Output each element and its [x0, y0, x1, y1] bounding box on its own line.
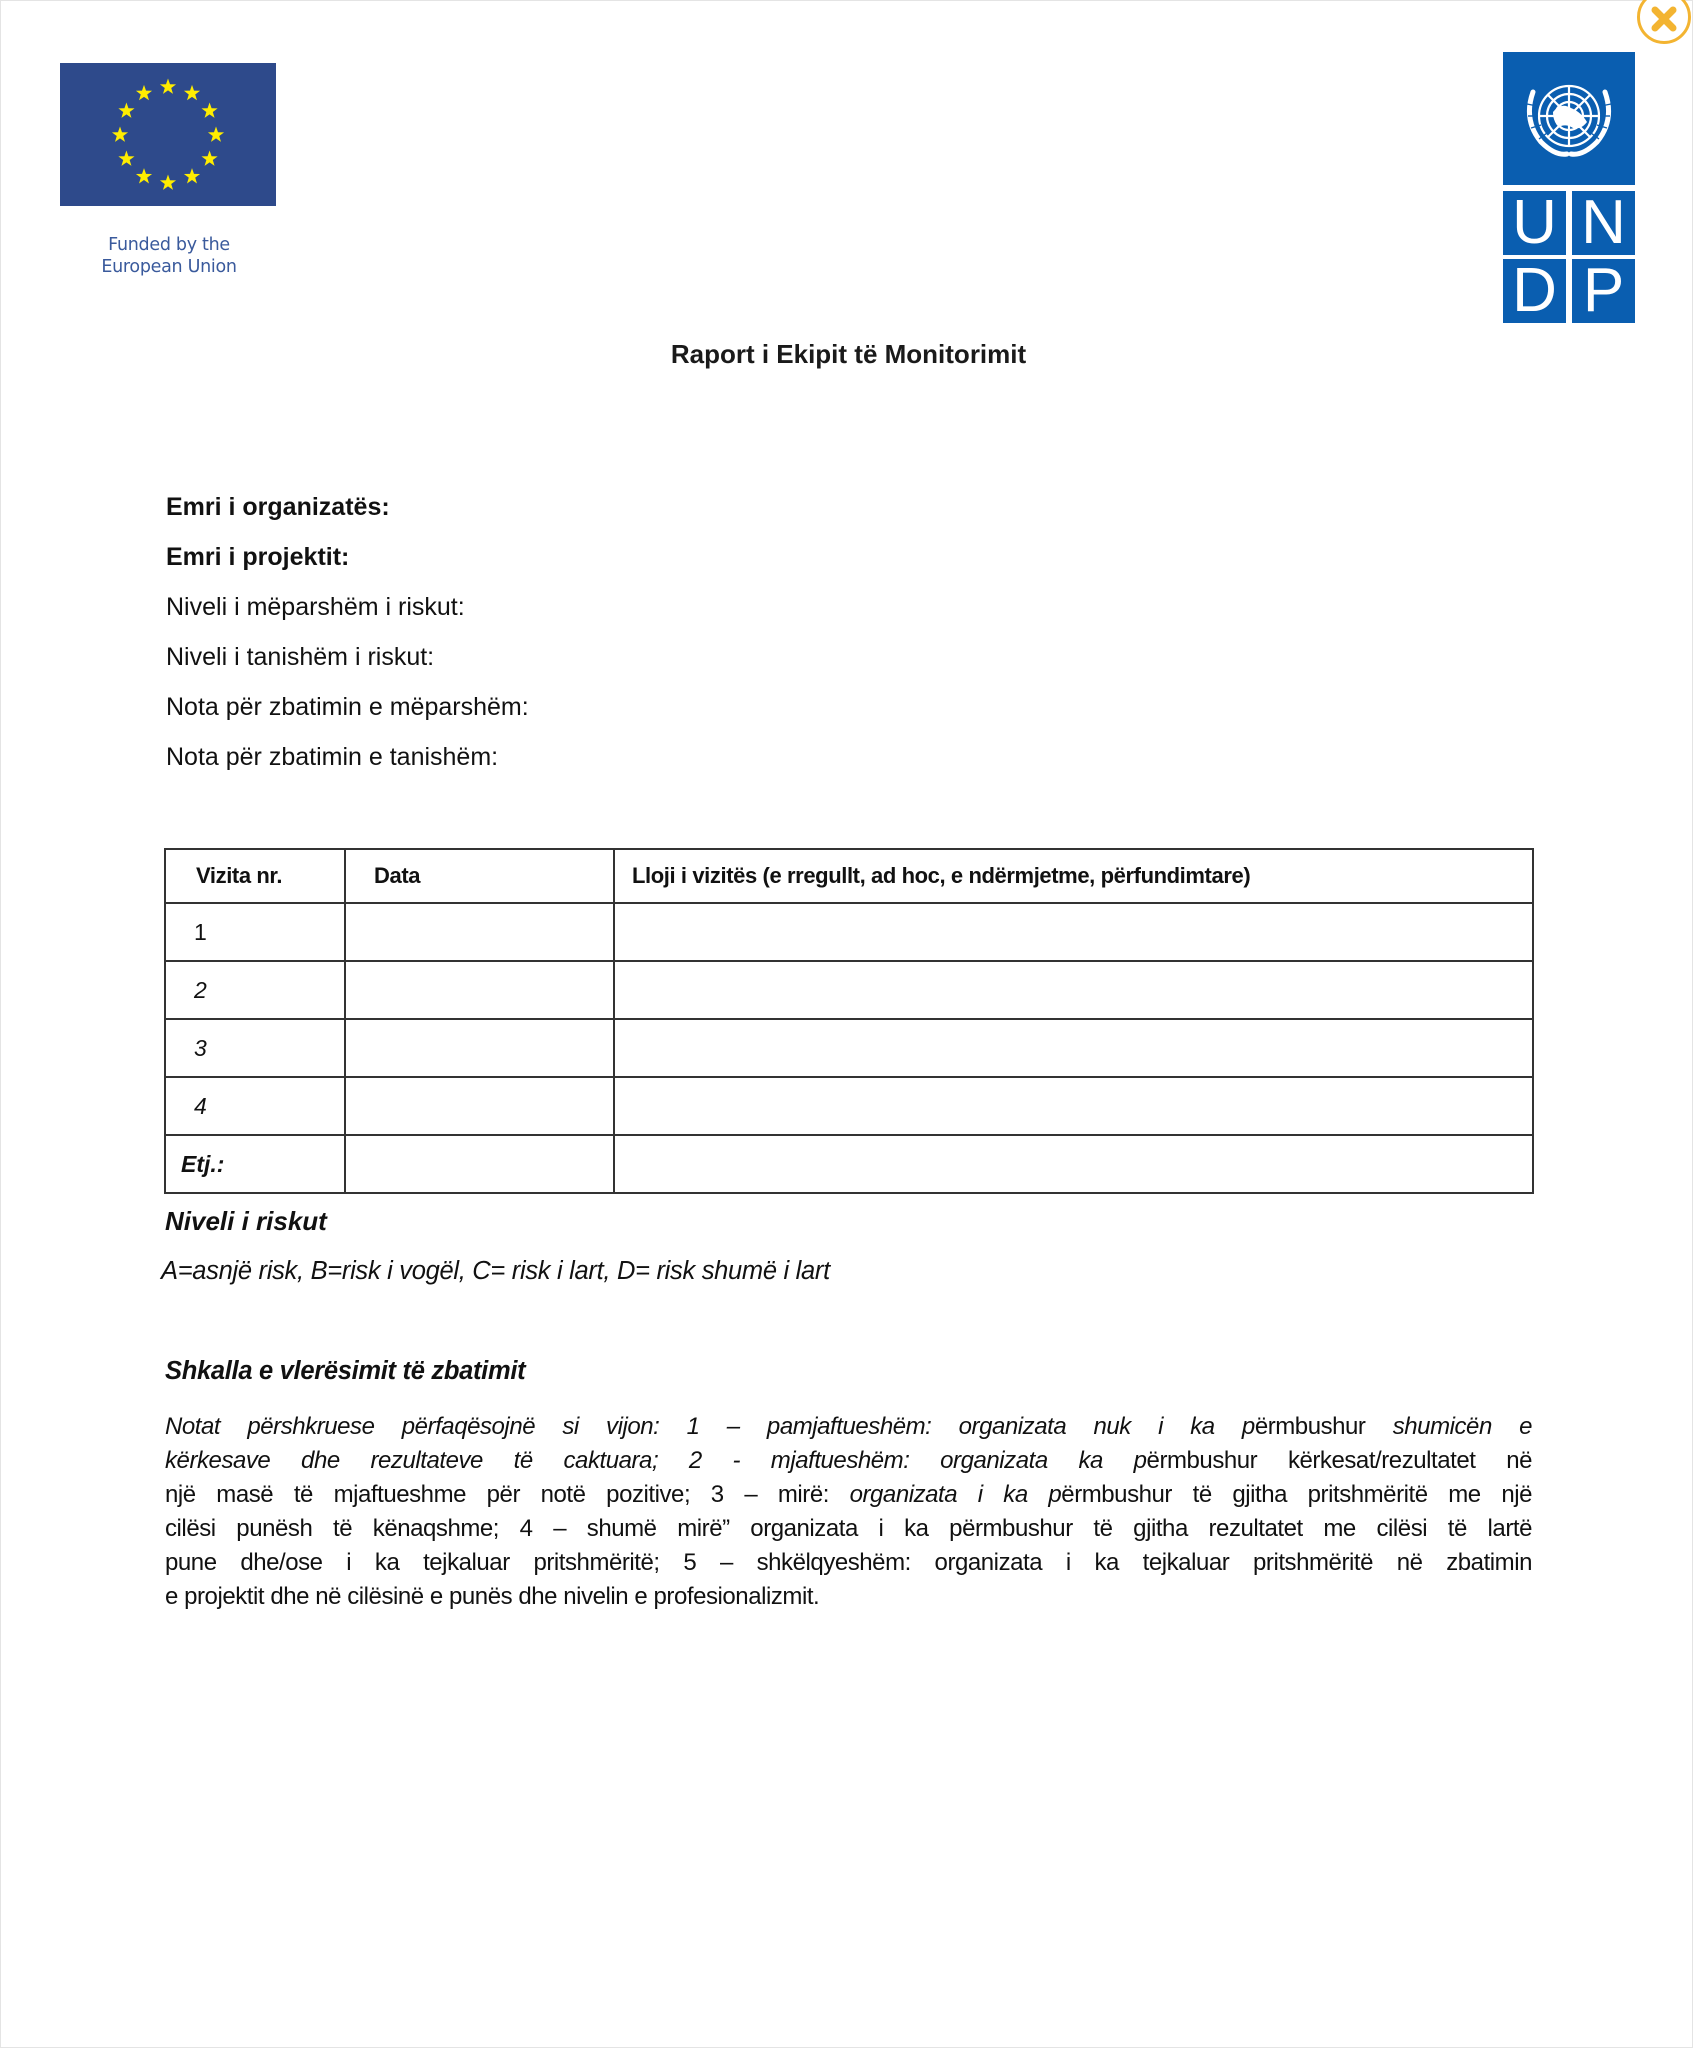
visit-type-cell[interactable] [614, 903, 1533, 961]
italic-text-run: organizata i ka p [849, 1481, 1062, 1508]
visit-type-cell[interactable] [614, 1135, 1533, 1193]
risk-level-legend: A=asnjë risk, B=risk i vogël, C= risk i lart, D= risk shumë i lart [161, 1257, 830, 1285]
field-previous-risk-level: Niveli i mëparshëm i riskut: [166, 593, 465, 621]
visit-number-cell: Etj.: [165, 1135, 345, 1193]
description-line [165, 1546, 1532, 1580]
eu-star-icon [184, 168, 200, 183]
description-line [165, 1512, 1532, 1546]
text-run: e projektit dhe në cilësinë e punës dhe nivelin e profesionalizmit. [165, 1583, 820, 1610]
undp-letter-d: D [1503, 259, 1566, 323]
table-row [165, 1135, 1533, 1193]
table-row [165, 1019, 1533, 1077]
visit-date-cell[interactable] [345, 1077, 614, 1135]
text-run: ërmbushur kërkesat/rezultatet në [1146, 1447, 1532, 1474]
document-title-text: Raport i Ekipit të Monitorimit [670, 339, 1027, 369]
eu-star-icon [118, 103, 134, 118]
description-line [165, 1410, 1532, 1444]
eu-star-icon [136, 85, 152, 100]
eu-star-icon [160, 175, 176, 190]
undp-letter-u: U [1503, 191, 1566, 255]
document-title [0, 337, 1693, 371]
text-run: pune dhe/ose i ka tejkaluar pritshmëritë; 5 – shkëlqyeshëm: organizata i ka tejkaluar pritshmëritë në zbatimin [165, 1549, 1532, 1576]
field-current-risk-level: Niveli i tanishëm i riskut: [166, 643, 435, 671]
visit-type-cell[interactable] [614, 961, 1533, 1019]
visit-date-cell[interactable] [345, 961, 614, 1019]
close-icon [1640, 0, 1688, 41]
undp-logo [1503, 52, 1635, 323]
visit-number-cell: 3 [165, 1019, 345, 1077]
italic-text-run: kërkesave dhe rezultateve të caktuara; 2 - mjaftueshëm: organizata ka p [165, 1447, 1147, 1474]
text-run: ërmbushur [1254, 1413, 1393, 1440]
eu-star-icon [184, 85, 200, 100]
undp-letter-p: P [1572, 259, 1635, 323]
un-emblem-icon [1503, 52, 1635, 185]
visit-date-cell[interactable] [345, 1135, 614, 1193]
eu-star-icon [160, 79, 176, 94]
eu-stars-icon [60, 63, 276, 206]
eu-star-icon [118, 151, 134, 166]
field-current-implementation-grade: Nota për zbatimin e tanishëm: [166, 743, 499, 771]
field-project-name: Emri i projektit: [166, 543, 350, 571]
text-run: një masë të mjaftueshme për notë pozitive; 3 – mirë: [165, 1481, 850, 1508]
eu-funding-caption [80, 234, 258, 278]
description-line [165, 1478, 1532, 1512]
description-line [165, 1580, 1532, 1614]
eu-caption-line2: European Union [101, 257, 237, 277]
header-visit-number: Vizita nr. [165, 849, 345, 903]
eu-star-icon [201, 151, 217, 166]
visit-type-cell[interactable] [614, 1077, 1533, 1135]
visit-type-cell[interactable] [614, 1019, 1533, 1077]
text-run: cilësi punësh të kënaqshme; 4 – shumë mirë” organizata i ka përmbushur të gjitha rezultatet me cilësi të lartë [165, 1515, 1532, 1542]
eu-flag-logo [60, 63, 276, 206]
eu-star-icon [208, 127, 224, 142]
table-row [165, 1077, 1533, 1135]
text-run: ërmbushur të gjitha pritshmëritë me një [1061, 1481, 1533, 1508]
close-button[interactable] [1637, 0, 1691, 44]
visit-number-cell: 4 [165, 1077, 345, 1135]
visits-table [164, 848, 1534, 1194]
header-date: Data [345, 849, 614, 903]
field-previous-implementation-grade: Nota për zbatimin e mëparshëm: [166, 693, 529, 721]
table-row [165, 903, 1533, 961]
eu-star-icon [201, 103, 217, 118]
visit-number-cell: 1 [165, 903, 345, 961]
implementation-scale-heading: Shkalla e vlerësimit të zbatimit [165, 1357, 526, 1385]
implementation-scale-description [165, 1410, 1532, 1614]
visit-date-cell[interactable] [345, 1019, 614, 1077]
field-organization-name: Emri i organizatës: [166, 493, 390, 521]
table-header-row [165, 849, 1533, 903]
risk-level-heading: Niveli i riskut [165, 1206, 327, 1236]
visit-number-cell: 2 [165, 961, 345, 1019]
italic-text-run: shumicën e [1392, 1413, 1532, 1440]
description-line [165, 1444, 1532, 1478]
header-visit-type: Lloji i vizitës (e rregullt, ad hoc, e ndërmjetme, përfundimtare) [614, 849, 1533, 903]
eu-star-icon [136, 168, 152, 183]
eu-caption-line1: Funded by the [108, 235, 230, 255]
eu-star-icon [112, 127, 128, 142]
italic-text-run: Notat përshkruese përfaqësojnë si vijon: 1 – pamjaftueshëm: organizata nuk i ka p [165, 1413, 1255, 1440]
undp-letter-n: N [1572, 191, 1635, 255]
table-row [165, 961, 1533, 1019]
visit-date-cell[interactable] [345, 903, 614, 961]
